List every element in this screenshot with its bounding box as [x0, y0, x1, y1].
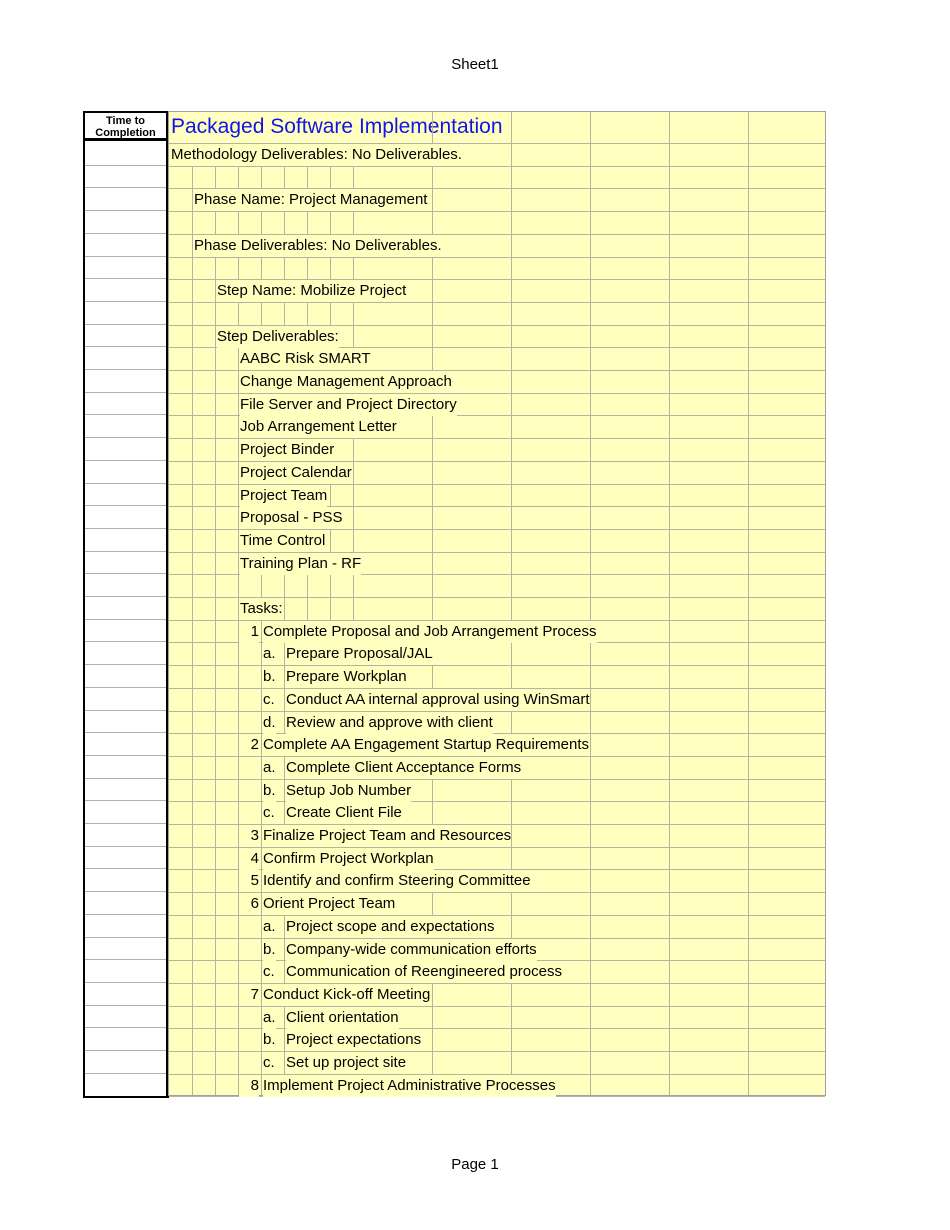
time-cell-line — [85, 573, 166, 574]
time-cell-line — [85, 641, 166, 642]
grid-row-line — [169, 166, 825, 167]
subtask-letter: b. — [263, 1029, 276, 1051]
subtask-letter: a. — [263, 757, 276, 779]
time-cell-line — [85, 1050, 166, 1051]
deliverable-item: Proposal - PSS — [240, 507, 343, 529]
time-cell-line — [85, 891, 166, 892]
time-cell-line — [85, 233, 166, 234]
page-footer: Page 1 — [451, 1156, 499, 1173]
time-cell-line — [85, 778, 166, 779]
task-item: Implement Project Administrative Processes — [263, 1075, 556, 1097]
task-number: 3 — [239, 825, 259, 847]
grid-column-line — [590, 112, 591, 1095]
time-cell-line — [85, 755, 166, 756]
subtask-letter: d. — [263, 712, 276, 734]
task-item: Complete AA Engagement Startup Requirements — [263, 734, 589, 756]
time-to-completion-header — [85, 113, 166, 141]
time-header-line1: Time to — [106, 115, 145, 127]
task-item: Orient Project Team — [263, 893, 395, 915]
subtask-letter: b. — [263, 666, 276, 688]
deliverable-item: Change Management Approach — [240, 371, 452, 393]
deliverable-item: Project Calendar — [240, 462, 352, 484]
outline-row: Methodology Deliverables: No Deliverables. — [171, 144, 462, 166]
subtask-item: Create Client File — [286, 802, 402, 824]
time-cell-line — [85, 664, 166, 665]
subtask-item: Set up project site — [286, 1052, 406, 1074]
time-cell-line — [85, 210, 166, 211]
time-cell-line — [85, 528, 166, 529]
task-number: 6 — [239, 893, 259, 915]
time-cell-line — [85, 1027, 166, 1028]
time-cell-line — [85, 619, 166, 620]
subtask-item: Complete Client Acceptance Forms — [286, 757, 521, 779]
time-cell-line — [85, 823, 166, 824]
subtask-letter: a. — [263, 916, 276, 938]
time-cell-line — [85, 1005, 166, 1006]
time-cell-line — [85, 165, 166, 166]
subtask-item: Setup Job Number — [286, 780, 411, 802]
time-cell-line — [85, 369, 166, 370]
grid-column-line — [192, 143, 193, 1095]
page-header: Sheet1 — [451, 56, 499, 73]
time-cell-line — [85, 710, 166, 711]
time-cell-line — [85, 256, 166, 257]
grid-column-line — [748, 112, 749, 1095]
time-cell-line — [85, 187, 166, 188]
subtask-item: Review and approve with client — [286, 712, 493, 734]
time-to-completion-column — [83, 111, 169, 1098]
task-number: 5 — [239, 870, 259, 892]
time-cell-line — [85, 596, 166, 597]
task-item: Conduct Kick-off Meeting — [263, 984, 430, 1006]
deliverable-item: File Server and Project Directory — [240, 394, 457, 416]
deliverable-item: Tasks: — [240, 598, 283, 620]
subtask-item: Client orientation — [286, 1007, 399, 1029]
time-cell-line — [85, 868, 166, 869]
time-cell-line — [85, 460, 166, 461]
task-number: 7 — [239, 984, 259, 1006]
time-cell-line — [85, 324, 166, 325]
subtask-letter: c. — [263, 961, 275, 983]
outline-row: Phase Deliverables: No Deliverables. — [194, 235, 442, 257]
task-number: 8 — [239, 1075, 259, 1097]
subtask-item: Project scope and expectations — [286, 916, 494, 938]
task-number: 1 — [239, 621, 259, 643]
time-cell-line — [85, 914, 166, 915]
subtask-letter: c. — [263, 689, 275, 711]
time-cell-line — [85, 346, 166, 347]
grid-column-line — [215, 143, 216, 1095]
deliverable-item: Project Binder — [240, 439, 334, 461]
grid-column-line — [669, 112, 670, 1095]
grid-row-line — [169, 211, 825, 212]
task-number: 2 — [239, 734, 259, 756]
deliverable-item: Project Team — [240, 485, 327, 507]
subtask-letter: c. — [263, 1052, 275, 1074]
time-cell-line — [85, 551, 166, 552]
time-header-line2: Completion — [95, 127, 156, 139]
task-item: Identify and confirm Steering Committee — [263, 870, 531, 892]
grid-row-line — [169, 302, 825, 303]
subtask-item: Project expectations — [286, 1029, 421, 1051]
grid-row-line — [169, 257, 825, 258]
subtask-item: Prepare Workplan — [286, 666, 407, 688]
time-cell-line — [85, 483, 166, 484]
outline-row: Step Name: Mobilize Project — [217, 280, 406, 302]
time-cell-line — [85, 414, 166, 415]
deliverable-item: AABC Risk SMART — [240, 348, 371, 370]
time-cell-line — [85, 937, 166, 938]
deliverable-item: Job Arrangement Letter — [240, 416, 397, 438]
subtask-letter: b. — [263, 780, 276, 802]
time-cell-line — [85, 959, 166, 960]
subtask-item: Communication of Reengineered process — [286, 961, 562, 983]
task-number: 4 — [239, 848, 259, 870]
subtask-item: Prepare Proposal/JAL — [286, 643, 433, 665]
time-cell-line — [85, 437, 166, 438]
task-item: Confirm Project Workplan — [263, 848, 434, 870]
spreadsheet — [83, 111, 826, 1096]
time-cell-line — [85, 1073, 166, 1074]
time-cell-line — [85, 800, 166, 801]
task-grid — [168, 111, 826, 1096]
time-cell-line — [85, 392, 166, 393]
outline-row: Step Deliverables: — [217, 326, 339, 348]
time-cell-line — [85, 982, 166, 983]
outline-row: Phase Name: Project Management — [194, 189, 427, 211]
time-cell-line — [85, 301, 166, 302]
task-item: Finalize Project Team and Resources — [263, 825, 511, 847]
time-cell-line — [85, 846, 166, 847]
subtask-letter: b. — [263, 939, 276, 961]
subtask-item: Company-wide communication efforts — [286, 939, 537, 961]
subtask-letter: a. — [263, 1007, 276, 1029]
time-cell-line — [85, 505, 166, 506]
deliverable-item: Training Plan - RF — [240, 553, 361, 575]
time-cell-line — [85, 278, 166, 279]
deliverable-item: Time Control — [240, 530, 325, 552]
task-item: Complete Proposal and Job Arrangement Process — [263, 621, 597, 643]
sheet-title: Packaged Software Implementation — [171, 112, 503, 142]
time-cell-line — [85, 687, 166, 688]
subtask-item: Conduct AA internal approval using WinSmart — [286, 689, 590, 711]
time-cell-line — [85, 732, 166, 733]
subtask-letter: c. — [263, 802, 275, 824]
subtask-letter: a. — [263, 643, 276, 665]
